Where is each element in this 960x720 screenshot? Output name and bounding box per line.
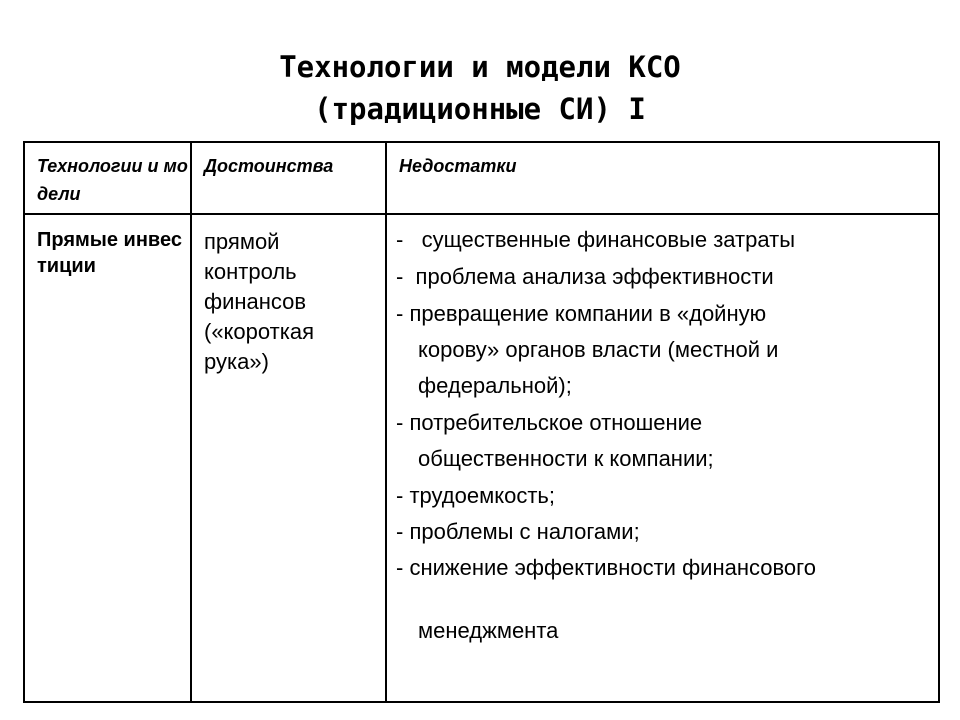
slide-title-line-1: Технологии и модели КСО — [279, 50, 681, 84]
table-row — [24, 214, 939, 702]
header-cell-disadvantages — [386, 142, 939, 214]
advantage-line: контроль — [204, 259, 297, 284]
disadvantage-line: - потребительское отношение — [396, 410, 703, 435]
disadvantage-line: менеджмента — [418, 618, 559, 643]
header-cell-advantages — [191, 142, 386, 214]
disadvantage-line: федеральной); — [418, 373, 572, 398]
header-technologies: Технологии и модели — [37, 156, 188, 204]
header-advantages: Достоинства — [204, 156, 334, 176]
advantages-text — [192, 215, 385, 377]
disadvantage-line: - трудоемкость; — [396, 483, 555, 508]
technology-name: Прямые инвестиции — [37, 229, 182, 277]
disadvantage-line: корову» органов власти (местной и — [418, 337, 779, 362]
slide-title-line-2: (традиционные СИ) I — [314, 92, 646, 126]
disadvantage-line: - существенные финансовые затраты — [396, 227, 796, 252]
ksr-models-table — [23, 141, 940, 703]
disadvantage-line: - проблемы с налогами; — [396, 519, 640, 544]
disadvantage-line: - снижение эффективности финансового — [396, 555, 816, 580]
header-disadvantages: Недостатки — [399, 156, 517, 176]
advantage-line: рука») — [204, 349, 269, 374]
advantage-line: финансов — [204, 289, 307, 314]
cell-advantages — [191, 214, 386, 702]
disadvantage-line: - превращение компании в «дойную — [396, 301, 767, 326]
cell-technology — [24, 214, 191, 702]
advantage-line: прямой — [204, 229, 280, 254]
disadvantage-line: - проблема анализа эффективности — [396, 264, 774, 289]
header-cell-technologies — [24, 142, 191, 214]
cell-disadvantages — [386, 214, 939, 702]
advantage-line: («короткая — [204, 319, 314, 344]
table-header-row — [24, 142, 939, 214]
disadvantage-line: общественности к компании; — [418, 446, 714, 471]
slide-title — [0, 46, 960, 130]
